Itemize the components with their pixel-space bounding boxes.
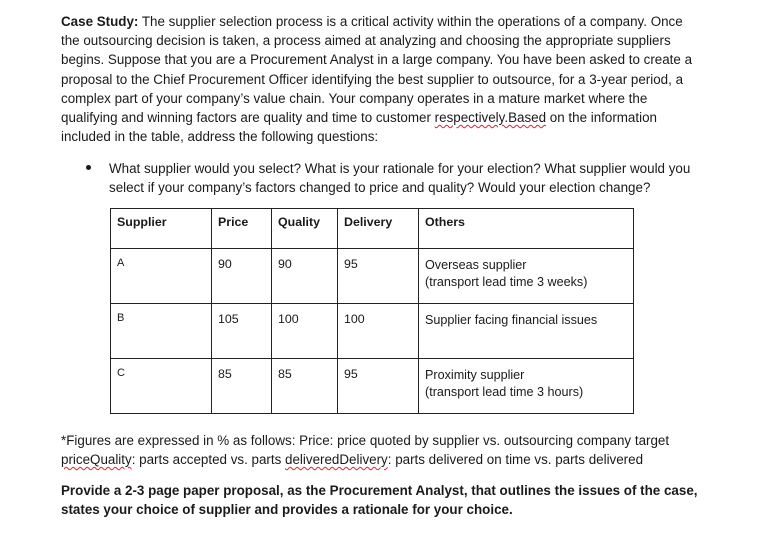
table-row (111, 359, 634, 414)
others-cell (419, 304, 634, 359)
supplier-table (110, 208, 634, 414)
question-item: What supplier would you select? What is your rationale for your election? What supplier would you select if your company’s factors changed to price and quality? Would your election change? (109, 161, 691, 195)
header-price: Price (212, 209, 272, 249)
others-line-2: (transport lead time 3 hours) (425, 385, 584, 399)
supplier-cell: A (111, 249, 212, 304)
supplier-cell: B (111, 304, 212, 359)
delivery-cell: 95 (338, 359, 419, 414)
table-header-row (111, 209, 634, 249)
footnote-flagged-1: priceQuality (61, 452, 132, 468)
bullet-icon (86, 165, 91, 170)
table-row (111, 249, 634, 304)
others-line-2: (transport lead time 3 weeks) (425, 275, 588, 289)
intro-text-2: on the information included in the table, address the following questions: (61, 110, 657, 145)
delivery-cell: 100 (338, 304, 419, 359)
intro-text-1: The supplier selection process is a critical activity within the operations of a company. Once the outsourcing decision is taken, a process aimed at analyzing and choosing the appropriate suppliers begins. Suppose that you are a Procurement Analyst in a large company. You have been asked to create a proposal to the Chief Procurement Officer identifying the best supplier to outsource, for a 3-year period, a complex part of your company’s value chain. Your company operates in a mature market where the qualifying and winning factors are quality and time to customer (61, 14, 693, 126)
supplier-cell: C (111, 359, 212, 414)
intro-flagged-word: respectively.Based (434, 110, 547, 126)
others-line-1: Supplier facing financial issues (425, 313, 598, 327)
quality-cell: 85 (272, 359, 338, 414)
others-cell (419, 249, 634, 304)
others-cell (419, 359, 634, 414)
quality-cell: 90 (272, 249, 338, 304)
header-quality: Quality (272, 209, 338, 249)
header-others: Others (419, 209, 634, 249)
header-supplier: Supplier (111, 209, 212, 249)
price-cell: 85 (212, 359, 272, 414)
others-line-1: Overseas supplier (425, 258, 527, 272)
footnote-text-2: : parts accepted vs. parts (131, 452, 286, 468)
case-study-intro (61, 12, 701, 146)
delivery-cell: 95 (338, 249, 419, 304)
assignment-instruction: Provide a 2-3 page paper proposal, as the Procurement Analyst, that outlines the issues of the case, states your choice of supplier and provides a rationale for your choice. (61, 483, 698, 518)
price-cell: 90 (212, 249, 272, 304)
others-line-1: Proximity supplier (425, 368, 525, 382)
price-cell: 105 (212, 304, 272, 359)
quality-cell: 100 (272, 304, 338, 359)
footnote-flagged-2: deliveredDelivery (285, 452, 388, 468)
footnote (61, 431, 711, 469)
footnote-text-1: *Figures are expressed in % as follows: Price: price quoted by supplier vs. outsourcing company target (61, 433, 670, 448)
table-row (111, 304, 634, 359)
footnote-text-3: : parts delivered on time vs. parts delivered (387, 452, 644, 468)
header-delivery: Delivery (338, 209, 419, 249)
case-study-label: Case Study: (61, 14, 139, 29)
